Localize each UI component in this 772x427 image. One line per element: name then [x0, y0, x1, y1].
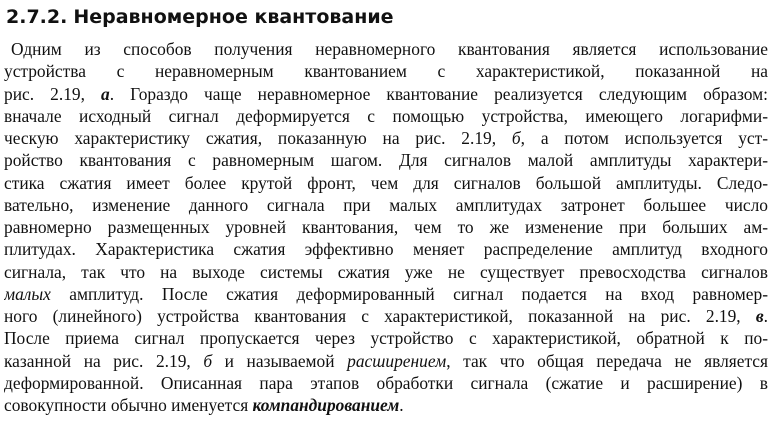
text-line	[4, 238, 768, 260]
text-segment: ного (линейного) устройства квантования с характеристикой, показанной на рис. 2.19,	[4, 306, 756, 326]
text-segment: и называемой	[212, 350, 348, 371]
text-segment: , а потом используется уст-	[520, 128, 768, 148]
emphasized-text: малых	[4, 283, 51, 304]
text-segment: деформированной. Описанная пара этапов обработки сигнала (сжатие и расширение) в	[4, 372, 768, 393]
text-line	[4, 83, 768, 105]
text-line	[4, 38, 768, 60]
emphasized-text: б	[511, 128, 521, 148]
text-line	[4, 372, 768, 394]
emphasized-text: компандированием	[252, 395, 400, 415]
text-segment: Одним из способов получения неравномерного квантования является использование	[11, 39, 768, 59]
text-segment: ческую характеристику сжатия, показанную на рис. 2.19,	[4, 128, 512, 148]
section-number: 2.7.2.	[6, 6, 68, 28]
text-segment: .	[399, 395, 404, 415]
emphasized-text: в	[755, 306, 764, 326]
text-segment: .	[763, 306, 768, 326]
text-segment: равномерно размещенных уровней квантования, чем то же изменение при больших ам-	[4, 217, 768, 237]
emphasized-text: а	[101, 83, 110, 104]
text-segment: . Гораздо чаще неравномерное квантование реализуется следующим образом:	[109, 83, 768, 104]
text-segment: казанной на рис. 2.19,	[4, 350, 204, 371]
text-line	[4, 327, 768, 349]
text-segment: сигнала, так что на выходе системы сжатия уже не существует превосходства сигналов	[4, 261, 768, 282]
text-line	[4, 261, 768, 283]
text-line	[4, 216, 768, 238]
text-line	[4, 394, 768, 416]
text-segment: устройства с неравномерным квантованием с характеристикой, показанной на	[4, 61, 768, 82]
body-paragraph	[4, 38, 768, 416]
text-segment: плитудах. Характеристика сжатия эффективно меняет распределение амплитуд входного	[4, 239, 768, 260]
text-line	[4, 283, 768, 305]
text-segment: После приема сигнал пропускается через устройство с характеристикой, обратной к по-	[4, 328, 768, 349]
emphasized-text: б	[203, 350, 213, 371]
emphasized-text: расширением	[347, 350, 447, 371]
text-segment: ройство квантования с равномерным шагом. Для сигналов малой амплитуды характери-	[4, 150, 768, 171]
text-line	[4, 149, 768, 171]
section-heading	[6, 4, 394, 30]
text-line	[4, 105, 768, 127]
text-segment: вначале исходный сигнал деформируется с помощью устройства, имеющего логарифми-	[4, 105, 768, 126]
text-segment: вательно, изменение данного сигнала при малых амплитудах затронет большее число	[4, 194, 768, 215]
text-segment: , так что общая передача не является	[446, 350, 768, 371]
text-line	[4, 350, 768, 372]
text-segment: рис. 2.19,	[4, 83, 102, 104]
section-title: Неравномерное квантование	[73, 6, 394, 28]
text-segment: совокупности обычно именуется	[4, 395, 253, 415]
text-line	[4, 172, 768, 194]
text-line	[4, 194, 768, 216]
text-line	[4, 127, 768, 149]
text-segment: амплитуд. После сжатия деформированный сигнал подается на вход равномер-	[50, 283, 768, 304]
text-segment: стика сжатия имеет более крутой фронт, чем для сигналов большой амплитуды. Следо-	[4, 172, 768, 193]
text-line	[4, 305, 768, 327]
text-line	[4, 60, 768, 82]
